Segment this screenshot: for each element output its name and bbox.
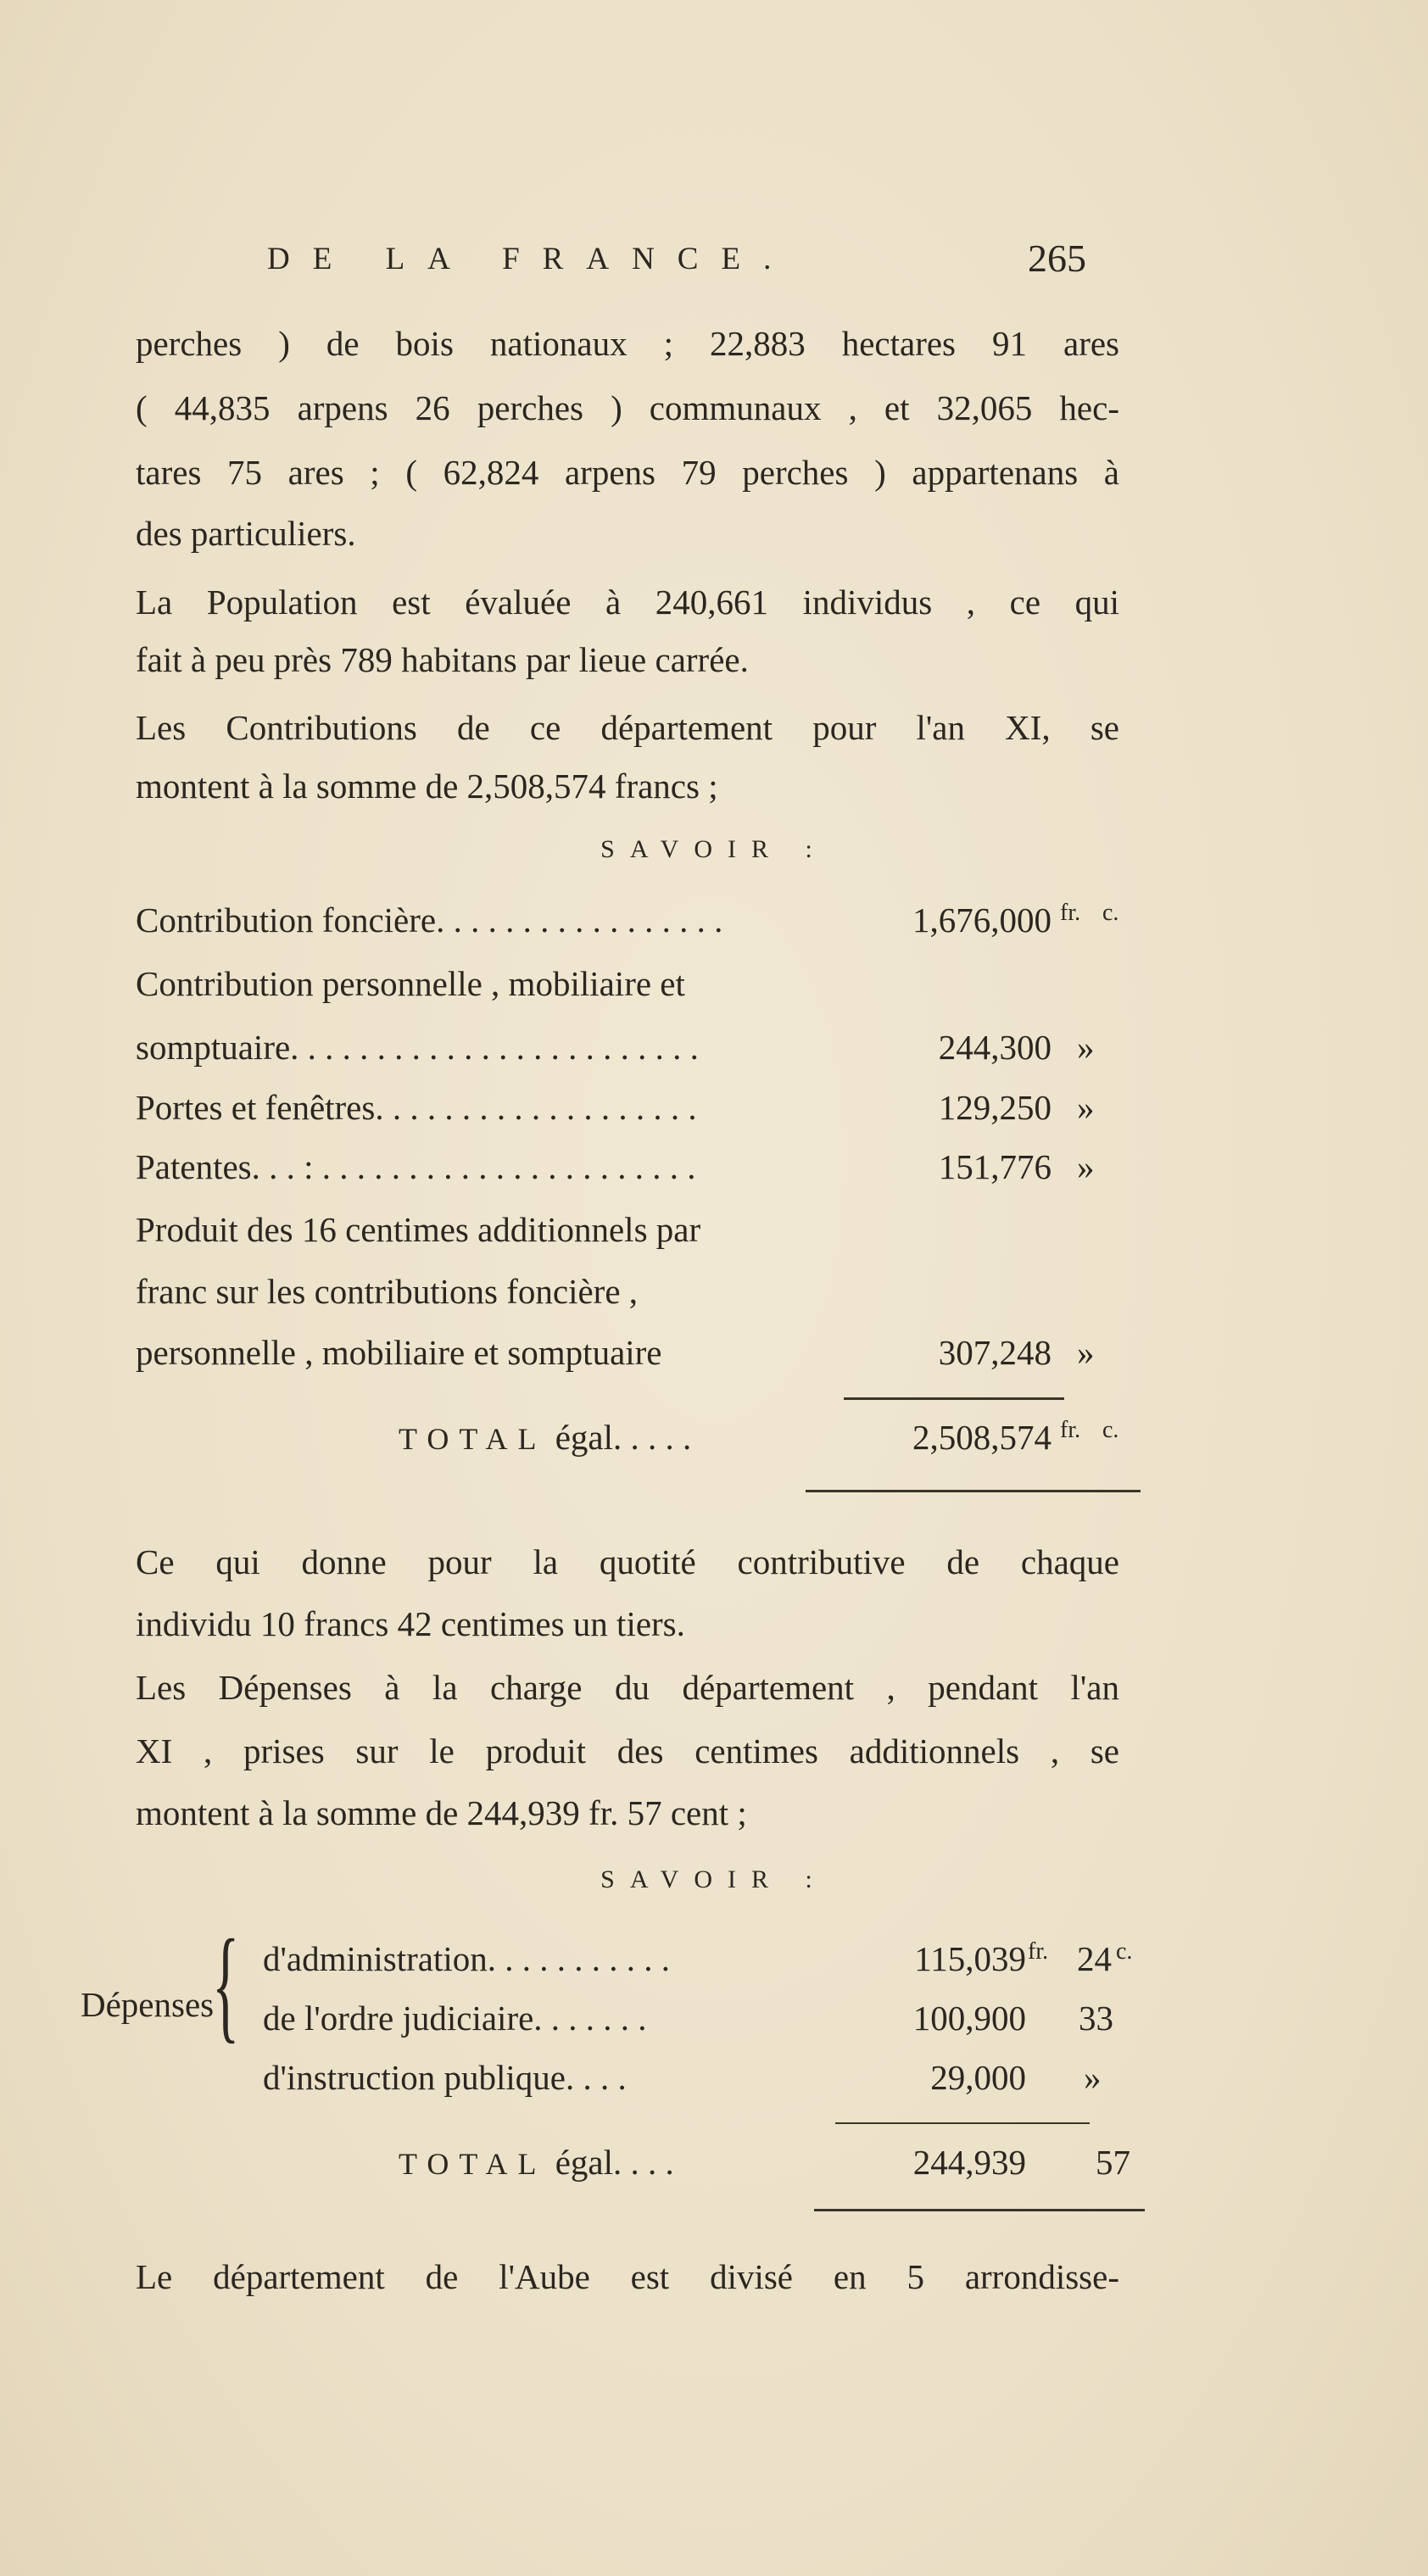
savoir-heading: SAVOIR : bbox=[600, 1865, 828, 1893]
contribution-row: Produit des 16 centimes additionnels par bbox=[136, 1210, 701, 1249]
contribution-row: Patentes. . . : . . . . . . . . . . . . . . . . . . . . . . 151,776 » bbox=[136, 1147, 1095, 1186]
contribution-row: Contribution foncière. . . . . . . . . . . . . . . . . 1,676,000 fr. c. bbox=[136, 900, 1119, 940]
depenses-label: Dépenses bbox=[81, 1985, 215, 2024]
contribution-row: Portes et fenêtres. . . . . . . . . . . . . . . . . . . 129,250 » bbox=[136, 1088, 1095, 1127]
text-line: montent à la somme de 2,508,574 francs ; bbox=[136, 767, 718, 806]
sum-rule bbox=[844, 1397, 1064, 1400]
savoir-heading: SAVOIR : bbox=[600, 835, 828, 863]
text-line: Ce qui donne pour la quotité contributive de chaque bbox=[136, 1542, 1119, 1581]
depense-row: de l'ordre judiciaire. . . . . . . 100,900 33 bbox=[263, 1999, 1113, 2038]
text-line: XI , prises sur le produit des centimes additionnels , se bbox=[136, 1731, 1119, 1770]
text-line: Le département de l'Aube est divisé en 5 arrondisse- bbox=[136, 2257, 1119, 2296]
section-separator bbox=[814, 2209, 1145, 2211]
total-row: TOTAL égal. . . . . 2,508,574 fr. c. bbox=[399, 1417, 1119, 1457]
text-line: individu 10 francs 42 centimes un tiers. bbox=[136, 1604, 685, 1643]
depense-row: d'administration. . . . . . . . . . . 115,039 fr. 24 c. bbox=[263, 1938, 1133, 1978]
page-number: 265 bbox=[1028, 237, 1086, 280]
section-separator bbox=[806, 1490, 1141, 1492]
text-line-population: La Population est évaluée à 240,661 individus , ce qui bbox=[136, 583, 1119, 622]
sum-rule bbox=[835, 2122, 1090, 2124]
contribution-row: personnelle , mobiliaire et somptuaire 307,248 » bbox=[136, 1333, 1095, 1372]
text-line-depenses: Les Dépenses à la charge du département , pendant l'an bbox=[136, 1668, 1119, 1707]
contribution-row: franc sur les contributions foncière , bbox=[136, 1272, 639, 1311]
text-line-contributions: Les Contributions de ce département pour l'an XI, se bbox=[136, 708, 1119, 747]
contribution-row: Contribution personnelle , mobiliaire et bbox=[136, 964, 685, 1003]
text-line: fait à peu près 789 habitans par lieue carrée. bbox=[136, 640, 749, 679]
depense-row: d'instruction publique. . . . 29,000 » bbox=[263, 2058, 1102, 2097]
text-line: perches ) de bois nationaux ; 22,883 hectares 91 ares bbox=[136, 324, 1119, 363]
running-head: DE LA FRANCE. bbox=[267, 242, 795, 276]
text-line: tares 75 ares ; ( 62,824 arpens 79 perches ) appartenans à bbox=[136, 453, 1119, 492]
contribution-row: somptuaire. . . . . . . . . . . . . . . . . . . . . . . . 244,300 » bbox=[136, 1028, 1095, 1067]
total-row: TOTAL égal. . . . 244,939 57 bbox=[399, 2143, 1130, 2182]
text-line: ( 44,835 arpens 26 perches ) communaux , et 32,065 hec- bbox=[136, 388, 1119, 427]
text-line: des particuliers. bbox=[136, 514, 356, 553]
brace-mark: { bbox=[212, 1914, 240, 2055]
text-line: montent à la somme de 244,939 fr. 57 cent ; bbox=[136, 1793, 747, 1832]
